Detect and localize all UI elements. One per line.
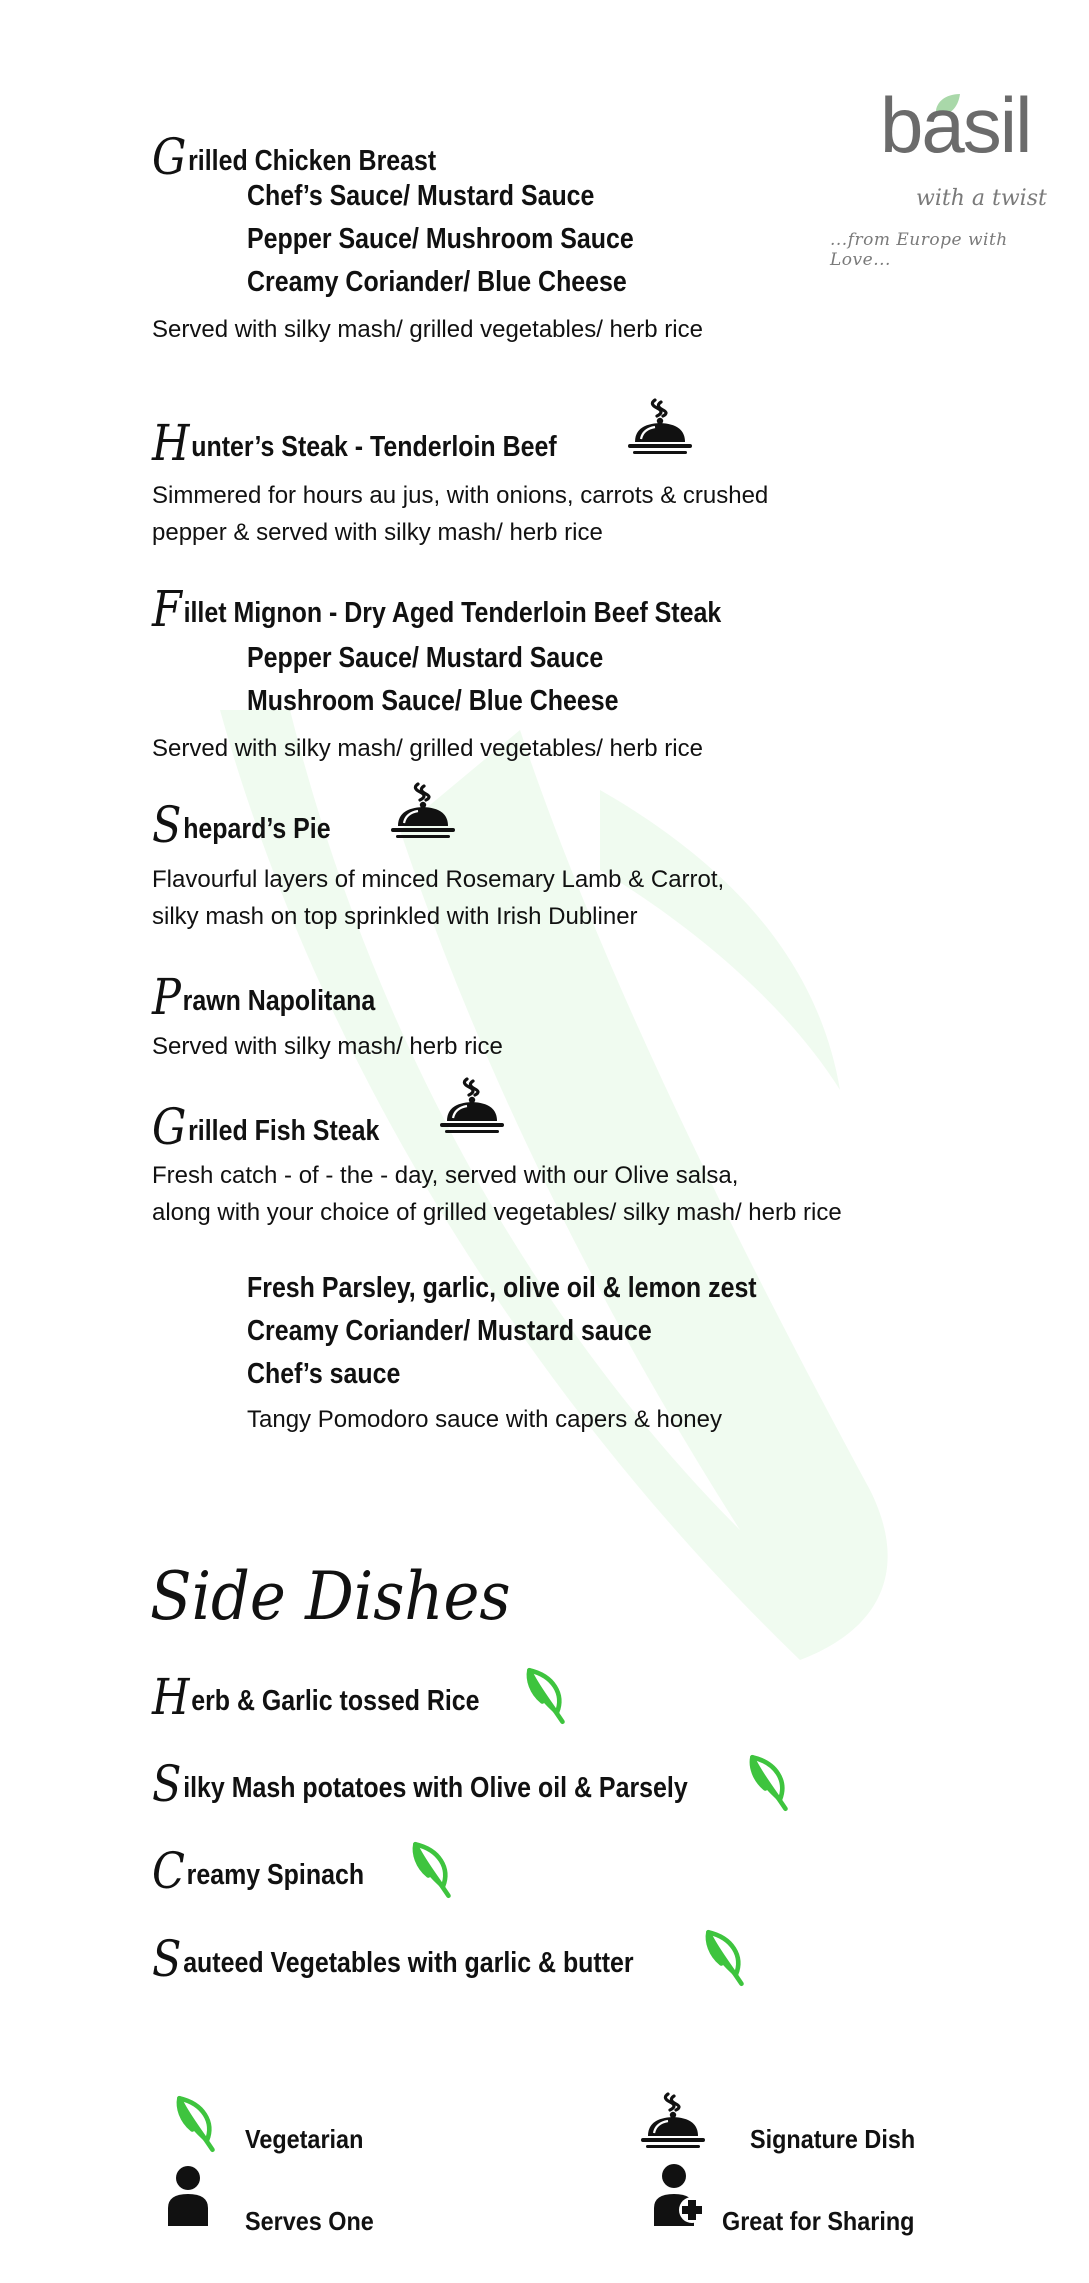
vegetarian-leaf-icon: [408, 1840, 454, 1900]
dish-name: illet Mignon - Dry Aged Tenderloin Beef Steak: [183, 597, 722, 629]
dish-name: rilled Fish Steak: [188, 1115, 380, 1147]
dish-description: Served with silky mash/ grilled vegetables/ herb rice: [152, 316, 703, 343]
dish-title: [152, 580, 721, 638]
person-icon: [166, 2164, 210, 2226]
dish-title: [152, 414, 557, 472]
dish-initial: G: [152, 128, 187, 186]
dish-description: Flavourful layers of minced Rosemary Lamb & Carrot,: [152, 866, 725, 893]
sauce-option: Pepper Sauce/ Mustard Sauce: [247, 642, 604, 674]
legend-serves-one-label: Serves One: [245, 2206, 374, 2236]
dish-initial: F: [152, 580, 182, 638]
section-heading: Side Dishes: [150, 1558, 511, 1635]
sauce-option: Creamy Coriander/ Blue Cheese: [247, 266, 627, 298]
vegetarian-leaf-icon: [745, 1753, 791, 1813]
vegetarian-leaf-icon: [522, 1666, 568, 1726]
cloche-icon: [638, 2092, 708, 2152]
side-dish-title: [152, 1930, 634, 1988]
logo-tagline: ...from Europe with Love...: [830, 230, 1008, 270]
sauce-option: Mushroom Sauce/ Blue Cheese: [247, 685, 619, 717]
dish-name: erb & Garlic tossed Rice: [191, 1685, 480, 1717]
dish-initial: S: [152, 1755, 182, 1813]
logo-subtitle: with a twist: [916, 186, 1047, 211]
person-plus-icon: [652, 2162, 708, 2226]
dish-title: [152, 1098, 379, 1156]
sauce-option: Chef’s Sauce/ Mustard Sauce: [247, 180, 595, 212]
side-dish-title: [152, 1668, 480, 1726]
dish-initial: P: [152, 968, 181, 1026]
dish-name: auteed Vegetables with garlic & butter: [183, 1947, 634, 1979]
dish-initial: H: [152, 414, 190, 472]
dish-name: reamy Spinach: [186, 1859, 365, 1891]
dish-name: rawn Napolitana: [182, 985, 376, 1017]
dish-description: Served with silky mash/ grilled vegetables/ herb rice: [152, 735, 703, 762]
signature-dish-icon: [625, 398, 695, 458]
dish-name: ilky Mash potatoes with Olive oil & Parsely: [183, 1772, 688, 1804]
signature-dish-icon: [388, 782, 458, 842]
dish-description: pepper & served with silky mash/ herb rice: [152, 519, 603, 546]
side-dish-title: [152, 1842, 364, 1900]
legend-vegetarian-label: Vegetarian: [245, 2124, 364, 2154]
side-dish-title: [152, 1755, 688, 1813]
dish-name: hepard’s Pie: [183, 813, 331, 845]
dish-title: [152, 968, 375, 1026]
dish-initial: C: [152, 1842, 185, 1900]
dish-description: along with your choice of grilled vegetables/ silky mash/ herb rice: [152, 1199, 842, 1226]
dish-initial: G: [152, 1098, 187, 1156]
dish-initial: S: [152, 796, 182, 854]
brand-logo: [820, 80, 1060, 270]
dish-description: silky mash on top sprinkled with Irish Dubliner: [152, 903, 638, 930]
dish-description: Served with silky mash/ herb rice: [152, 1033, 503, 1060]
sauce-option: Fresh Parsley, garlic, olive oil & lemon zest: [247, 1272, 757, 1304]
sauce-option: Creamy Coriander/ Mustard sauce: [247, 1315, 652, 1347]
legend-signature-label: Signature Dish: [750, 2124, 916, 2154]
dish-title: [152, 128, 436, 186]
dish-description: Fresh catch - of - the - day, served with our Olive salsa,: [152, 1162, 739, 1189]
leaf-icon: [172, 2094, 218, 2154]
vegetarian-leaf-icon: [701, 1928, 747, 1988]
dish-initial: S: [152, 1930, 182, 1988]
sauce-note: Tangy Pomodoro sauce with capers & honey: [247, 1406, 722, 1433]
dish-initial: H: [152, 1668, 190, 1726]
dish-description: Simmered for hours au jus, with onions, carrots & crushed: [152, 482, 769, 509]
logo-word: basil: [880, 81, 1031, 169]
sauce-option: Chef’s sauce: [247, 1358, 401, 1390]
sauce-option: Pepper Sauce/ Mushroom Sauce: [247, 223, 634, 255]
dish-name: unter’s Steak - Tenderloin Beef: [191, 431, 557, 463]
signature-dish-icon: [437, 1077, 507, 1137]
dish-name: rilled Chicken Breast: [188, 145, 437, 177]
legend-sharing-label: Great for Sharing: [722, 2206, 915, 2236]
dish-title: [152, 796, 331, 854]
